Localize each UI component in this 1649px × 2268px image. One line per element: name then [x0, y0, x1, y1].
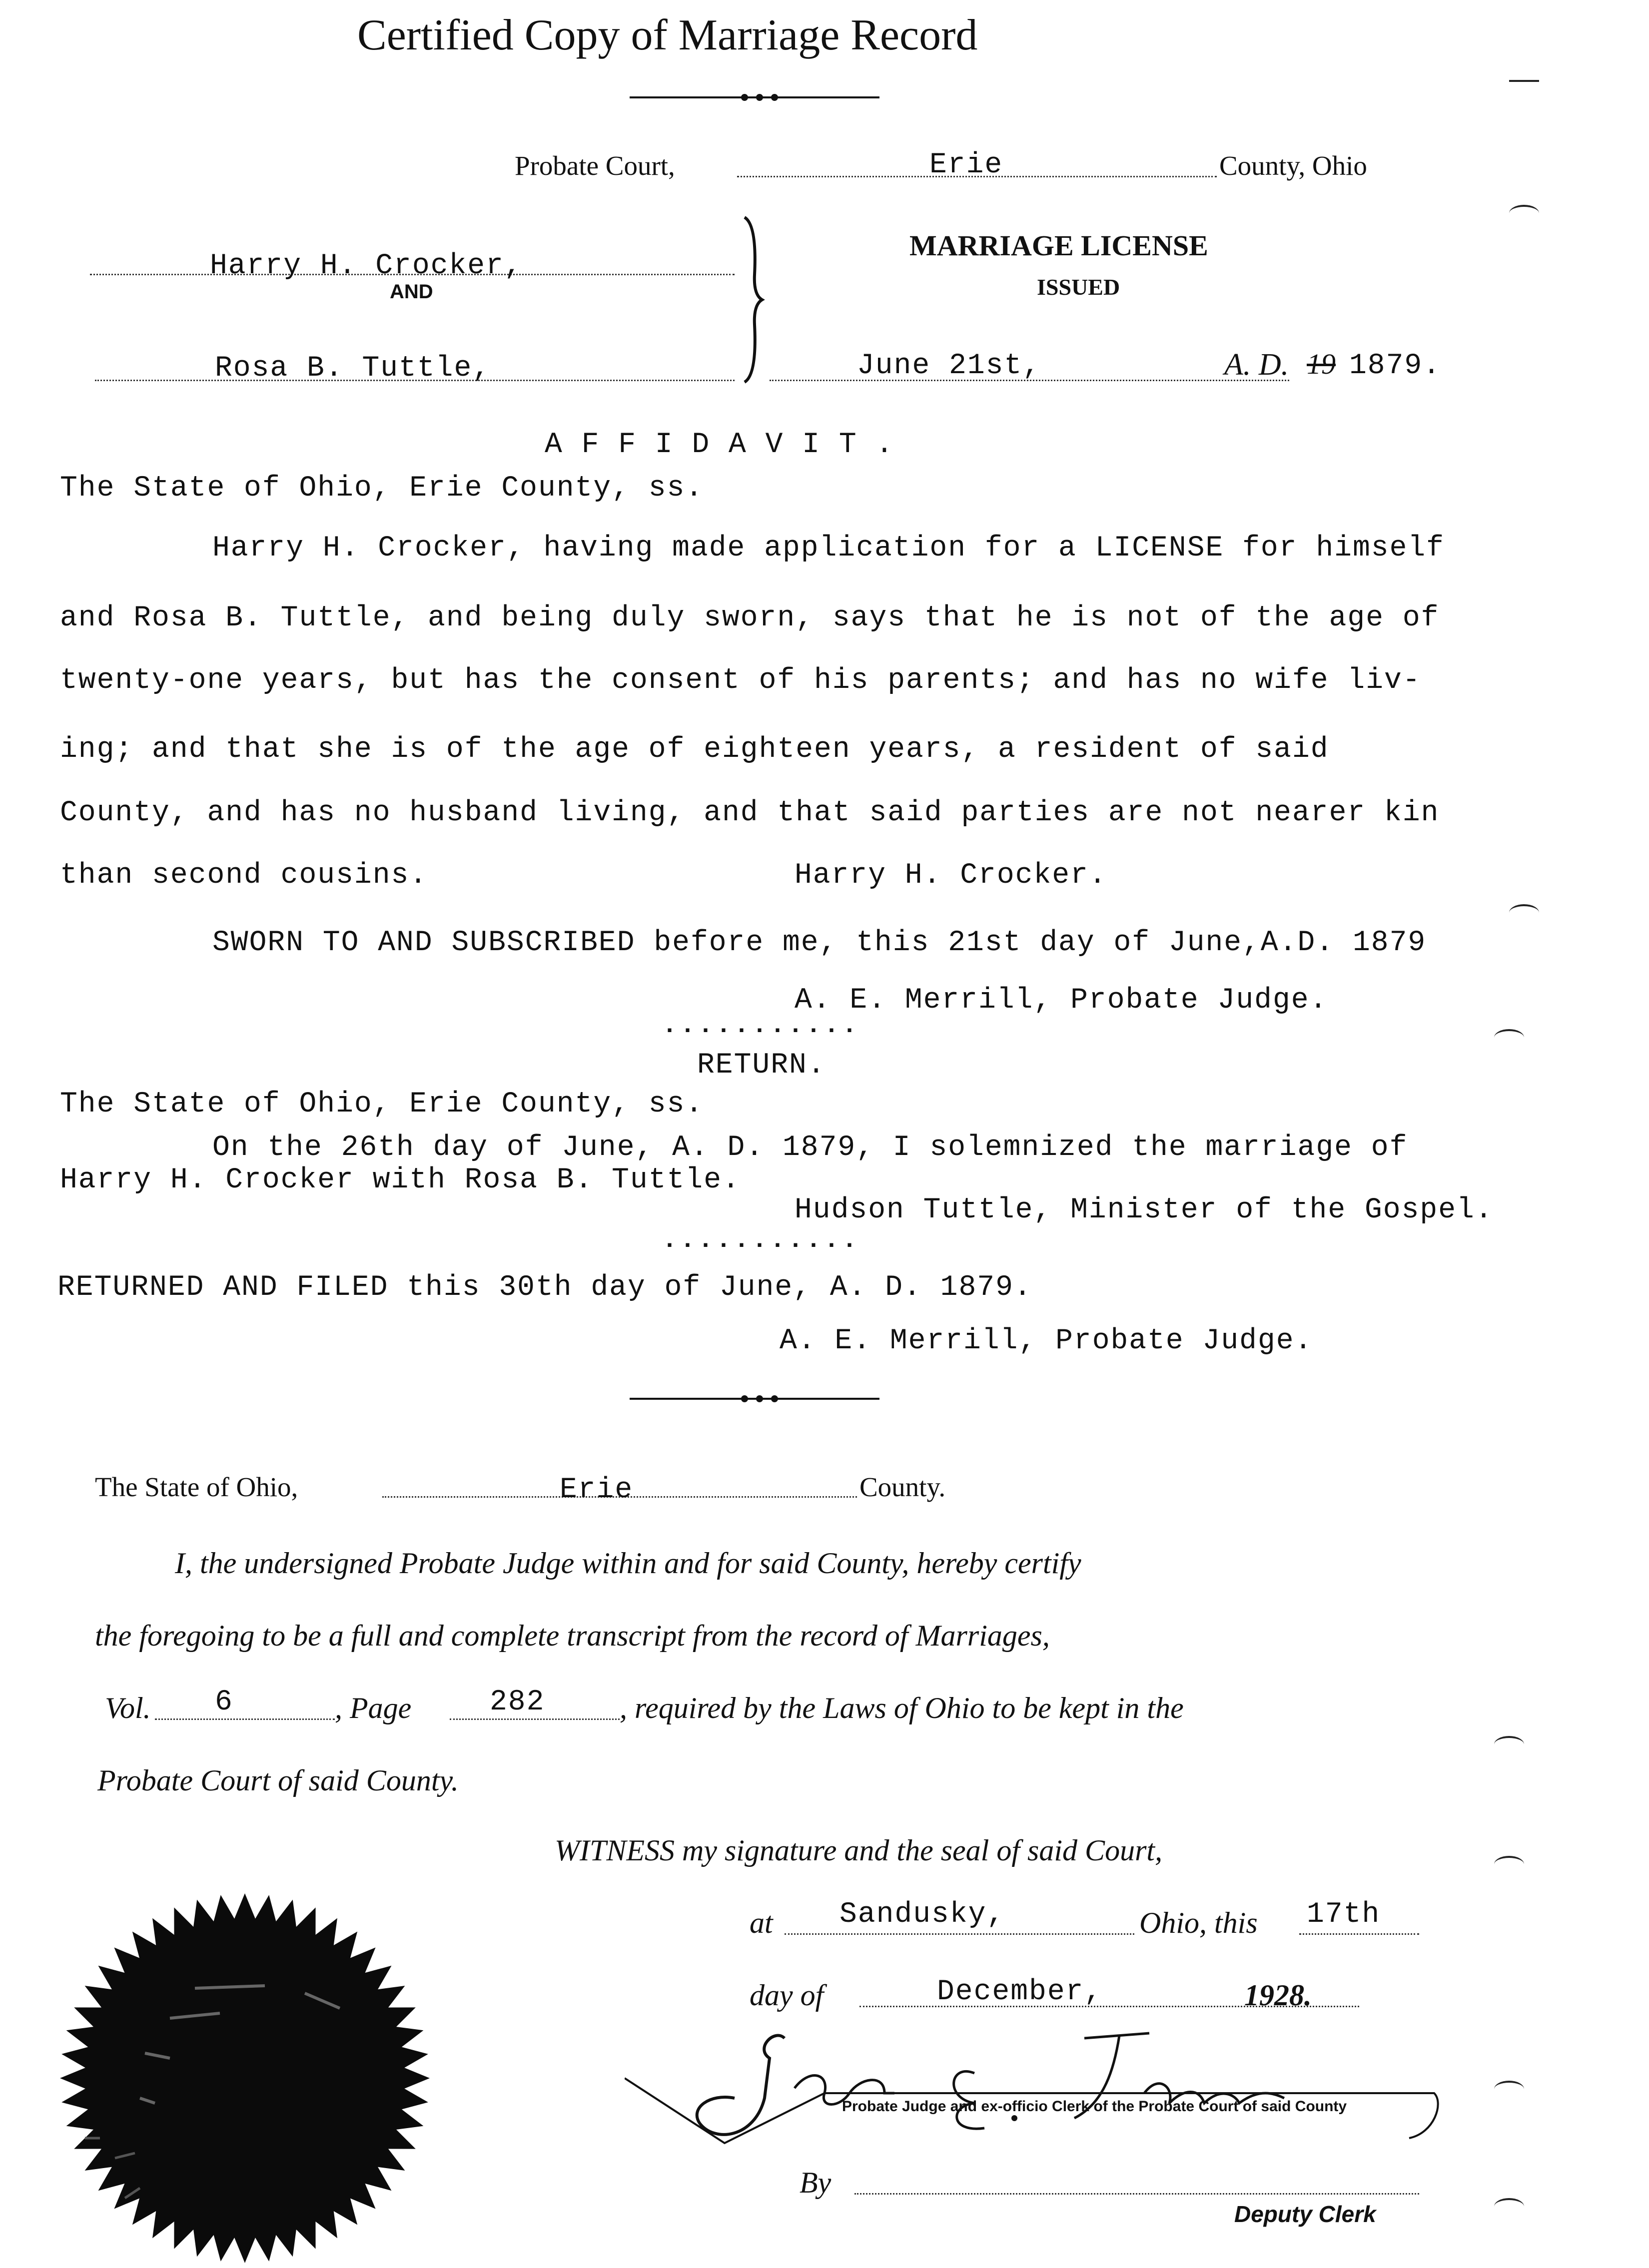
document-title: Certified Copy of Marriage Record — [357, 11, 978, 59]
sworn-line: SWORN TO AND SUBSCRIBED before me, this 21st day of June,A.D. 1879 — [212, 927, 1427, 959]
cert-state-label: The State of Ohio, — [95, 1472, 298, 1502]
margin-mark — [1494, 1736, 1524, 1753]
affidavit-line-3: twenty-one years, but has the consent of his parents; and has no wife liv- — [60, 664, 1421, 697]
and-label: AND — [390, 281, 433, 303]
affidavit-line-4: ing; and that she is of the age of eighteen years, a resident of said — [60, 733, 1329, 766]
year-value: 1928. — [1244, 1979, 1312, 2012]
struck-century: 19 — [1307, 348, 1336, 380]
affidavit-state-line: The State of Ohio, Erie County, ss. — [60, 472, 704, 505]
margin-mark — [1494, 2081, 1524, 2098]
cert-line-4: Probate Court of said County. — [97, 1764, 459, 1797]
cert-county-value: Erie — [560, 1474, 634, 1506]
by-label: By — [800, 2166, 831, 2199]
return-state-line: The State of Ohio, Erie County, ss. — [60, 1088, 704, 1121]
affidavit-line-2: and Rosa B. Tuttle, and being duly sworn, says that he is not of the age of — [60, 602, 1440, 634]
license-date: June 21st, — [857, 350, 1041, 382]
cert-county-label: County. — [859, 1472, 946, 1502]
page-value: 282 — [490, 1686, 545, 1718]
affidavit-separator: ........... — [662, 1012, 860, 1040]
cert-line-3-rest: , required by the Laws of Ohio to be kept in the — [620, 1692, 1184, 1724]
cert-line-1: I, the undersigned Probate Judge within and for said County, hereby certify — [175, 1547, 1081, 1580]
filed-line: RETURNED AND FILED this 30th day of June, A. D. 1879. — [57, 1271, 1032, 1304]
margin-mark — [1494, 1029, 1524, 1046]
margin-mark — [1509, 80, 1539, 97]
margin-mark — [1509, 205, 1539, 222]
license-year: 1879. — [1349, 350, 1442, 382]
city-dotline — [785, 1933, 1134, 1935]
return-separator: ........... — [662, 1226, 860, 1255]
day-dotline — [1299, 1933, 1419, 1935]
return-line-2: Harry H. Crocker with Rosa B. Tuttle. — [60, 1164, 741, 1196]
bride-name: Rosa B. Tuttle, — [215, 352, 491, 385]
margin-mark — [1494, 1856, 1524, 1873]
affidavit-line-6: than second cousins. — [60, 859, 428, 892]
section-ornament — [630, 1391, 879, 1406]
witness-line: WITNESS my signature and the seal of said Court, — [555, 1834, 1163, 1867]
return-judge: A. E. Merrill, Probate Judge. — [780, 1325, 1313, 1357]
month-value: December, — [937, 1976, 1103, 2008]
title-ornament — [630, 90, 879, 105]
vol-dotline — [155, 1718, 335, 1720]
vol-label: Vol. — [105, 1692, 151, 1724]
court-seal-icon — [55, 1888, 435, 2268]
judge-title: Probate Judge and ex-officio Clerk of the Probate Court of said County — [842, 2098, 1347, 2115]
affidavit-signature: Harry H. Crocker. — [795, 859, 1107, 892]
judge-signature — [625, 2018, 1449, 2153]
county-value: Erie — [929, 149, 1003, 181]
return-heading: RETURN. — [697, 1049, 826, 1082]
day-value: 17th — [1307, 1898, 1381, 1931]
page-dotline — [450, 1718, 620, 1720]
return-line-1: On the 26th day of June, A. D. 1879, I solemnized the marriage of — [212, 1132, 1408, 1164]
license-subheading: ISSUED — [1037, 274, 1120, 300]
ohio-this-label: Ohio, this — [1139, 1906, 1258, 1939]
city-value: Sandusky, — [839, 1898, 1005, 1931]
at-label: at — [750, 1906, 773, 1939]
minister-line: Hudson Tuttle, Minister of the Gospel. — [795, 1194, 1494, 1226]
ad-label: A. D. — [1224, 348, 1289, 382]
groom-name: Harry H. Crocker, — [210, 250, 523, 282]
cert-line-2: the foregoing to be a full and complete transcript from the record of Marriages, — [95, 1619, 1050, 1652]
license-heading: MARRIAGE LICENSE — [909, 229, 1208, 262]
vol-value: 6 — [215, 1686, 233, 1718]
page-label: , Page — [335, 1692, 412, 1724]
day-of-label: day of — [750, 1979, 824, 2012]
affidavit-judge: A. E. Merrill, Probate Judge. — [795, 984, 1328, 1017]
affidavit-line-1: Harry H. Crocker, having made application for a LICENSE for himself — [212, 532, 1445, 565]
margin-mark — [1509, 904, 1539, 921]
brace-icon — [735, 215, 775, 385]
affidavit-line-5: County, and has no husband living, and that said parties are not nearer kin — [60, 797, 1440, 829]
probate-court-label: Probate Court, — [515, 150, 675, 181]
deputy-dotline — [854, 2193, 1419, 2195]
margin-mark — [1494, 2198, 1524, 2215]
deputy-label: Deputy Clerk — [1234, 2201, 1376, 2227]
affidavit-heading: A F F I D A V I T . — [545, 429, 894, 461]
county-ohio-label: County, Ohio — [1219, 150, 1367, 181]
